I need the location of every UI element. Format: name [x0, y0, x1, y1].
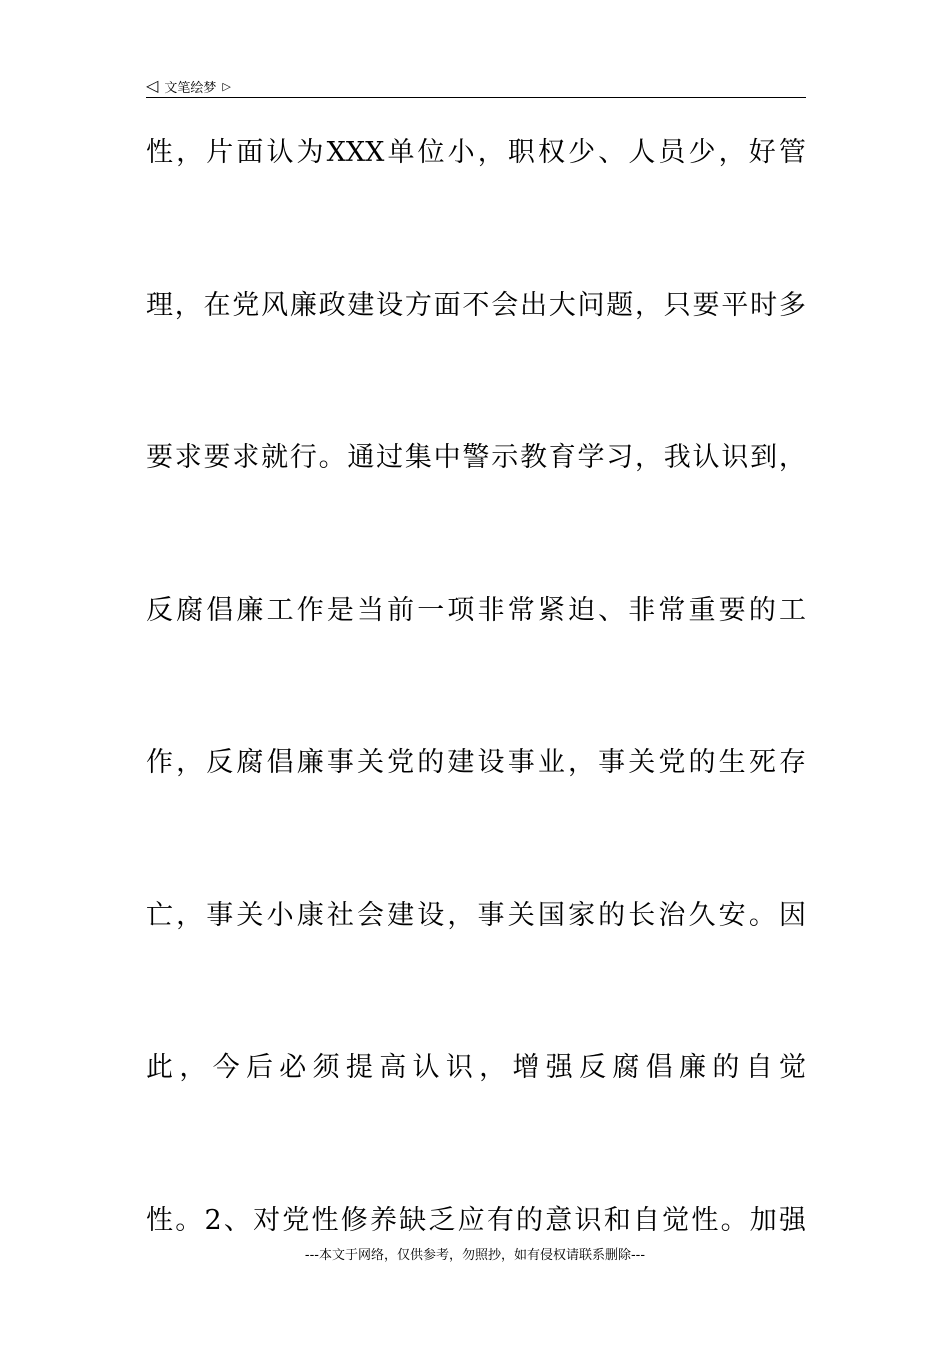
body-glyph: 久: [689, 891, 716, 941]
body-glyph: 育: [549, 433, 576, 483]
body-glyph: 业: [538, 738, 565, 788]
body-glyph: 腐: [176, 586, 203, 636]
body-glyph: 廉: [679, 1043, 706, 1093]
body-glyph: 设: [376, 281, 403, 331]
body-glyph: ，: [447, 891, 474, 941]
body-glyph: 一: [417, 586, 444, 636]
body-glyph: 警: [462, 433, 489, 483]
body-glyph: 人: [628, 128, 655, 178]
body-glyph: 建: [347, 281, 374, 331]
body-glyph: 迫: [568, 586, 595, 636]
body-glyph: 行: [290, 433, 317, 483]
body-glyph: 廉: [290, 281, 317, 331]
body-glyph: 建: [387, 891, 414, 941]
document-body: [146, 128, 806, 1348]
body-glyph: 倡: [646, 1043, 673, 1093]
body-glyph: 设: [417, 891, 444, 941]
body-glyph: 的: [417, 738, 444, 788]
body-glyph: 须: [313, 1043, 340, 1093]
body-glyph: 前: [387, 586, 414, 636]
body-glyph: 认: [266, 128, 293, 178]
body-glyph: 设: [478, 738, 505, 788]
body-glyph: 自: [633, 1196, 660, 1246]
body-glyph: 工: [267, 586, 294, 636]
body-glyph: 通: [347, 433, 374, 483]
body-glyph: 后: [246, 1043, 273, 1093]
body-glyph: 存: [779, 738, 806, 788]
body-glyph: 事: [598, 738, 625, 788]
body-glyph: 少: [689, 128, 716, 178]
body-glyph: 性: [691, 1196, 718, 1246]
body-glyph: 治: [658, 891, 685, 941]
body-glyph: 会: [491, 281, 518, 331]
body-glyph: 作: [297, 586, 324, 636]
body-glyph: ，: [176, 738, 203, 788]
body-glyph: 。: [175, 1196, 202, 1246]
body-glyph: 死: [749, 738, 776, 788]
body-glyph: ，: [478, 128, 505, 178]
body-glyph: 和: [604, 1196, 631, 1246]
body-glyph: 社: [327, 891, 354, 941]
body-glyph: 的: [516, 1196, 543, 1246]
body-glyph: 安: [719, 891, 746, 941]
body-glyph: 修: [341, 1196, 368, 1246]
body-glyph: 反: [146, 586, 173, 636]
body-glyph: 面: [434, 281, 461, 331]
body-glyph: ，: [479, 1043, 506, 1093]
body-glyph: 要: [146, 433, 173, 483]
body-glyph: 性: [146, 128, 173, 178]
body-glyph: 今: [213, 1043, 240, 1093]
body-glyph: 廉: [297, 738, 324, 788]
body-glyph: ，: [568, 738, 595, 788]
body-glyph: 当: [357, 586, 384, 636]
body-glyph: 乏: [428, 1196, 455, 1246]
body-glyph: 会: [357, 891, 384, 941]
body-glyph: 出: [520, 281, 547, 331]
body-glyph: 求: [232, 433, 259, 483]
body-glyph: 在: [204, 281, 231, 331]
body-line: [146, 586, 806, 739]
body-glyph: 非: [628, 586, 655, 636]
body-glyph: 单: [387, 128, 414, 178]
body-glyph: 倡: [267, 738, 294, 788]
body-glyph: 性: [146, 1196, 173, 1246]
body-glyph: 腐: [236, 738, 263, 788]
body-glyph: 面: [236, 128, 263, 178]
body-glyph: 对: [253, 1196, 280, 1246]
body-glyph: 习: [606, 433, 633, 483]
body-glyph: 有: [487, 1196, 514, 1246]
body-line: [146, 128, 806, 281]
body-glyph: 事: [206, 891, 233, 941]
body-glyph: 的: [689, 738, 716, 788]
body-glyph: 求: [175, 433, 202, 483]
body-glyph: 常: [658, 586, 685, 636]
body-glyph: 识: [721, 433, 748, 483]
body-glyph: 多: [779, 281, 806, 331]
body-glyph: 事: [508, 738, 535, 788]
footer-disclaimer: ---本文于网络，仅供参考，勿照抄，如有侵权请联系删除---: [0, 1244, 950, 1263]
body-glyph: 此: [146, 1043, 173, 1093]
body-glyph: 时: [750, 281, 777, 331]
body-glyph: 亡: [146, 891, 173, 941]
body-glyph: 为: [297, 128, 324, 178]
body-glyph: 集: [405, 433, 432, 483]
body-glyph: 政: [319, 281, 346, 331]
body-glyph: 事: [327, 738, 354, 788]
body-glyph: 。: [721, 1196, 748, 1246]
body-glyph: 反: [579, 1043, 606, 1093]
body-glyph: 紧: [538, 586, 565, 636]
body-glyph: 提: [346, 1043, 373, 1093]
body-glyph: 小: [448, 128, 475, 178]
body-glyph: 长: [628, 891, 655, 941]
body-glyph: 员: [658, 128, 685, 178]
body-glyph: ，: [176, 128, 203, 178]
body-glyph: 管: [779, 128, 806, 178]
body-glyph: 要: [693, 281, 720, 331]
body-glyph: 觉: [662, 1196, 689, 1246]
document-header: [146, 74, 806, 98]
body-glyph: 到: [750, 433, 777, 483]
body-glyph: 是: [327, 586, 354, 636]
body-glyph: XXX: [327, 128, 385, 178]
body-glyph: 作: [146, 738, 173, 788]
body-glyph: 就: [261, 433, 288, 483]
body-glyph: 非: [478, 586, 505, 636]
body-glyph: 觉: [779, 1043, 806, 1093]
body-glyph: 职: [508, 128, 535, 178]
body-glyph: 反: [206, 738, 233, 788]
body-glyph: 认: [693, 433, 720, 483]
body-glyph: 家: [568, 891, 595, 941]
body-glyph: 示: [491, 433, 518, 483]
body-line: [146, 433, 806, 586]
body-glyph: 强: [546, 1043, 573, 1093]
body-glyph: 少: [568, 128, 595, 178]
header-divider: [146, 97, 806, 98]
body-glyph: 。: [749, 891, 776, 941]
body-glyph: 、: [598, 128, 625, 178]
body-glyph: 关: [628, 738, 655, 788]
body-glyph: 的: [749, 586, 776, 636]
body-glyph: 方: [405, 281, 432, 331]
body-glyph: 缺: [399, 1196, 426, 1246]
body-glyph: 重: [689, 586, 716, 636]
body-glyph: 题: [606, 281, 633, 331]
body-glyph: 中: [434, 433, 461, 483]
body-glyph: 理: [146, 281, 173, 331]
body-glyph: 自: [746, 1043, 773, 1093]
body-glyph: 片: [206, 128, 233, 178]
body-glyph: 因: [779, 891, 806, 941]
body-glyph: 风: [261, 281, 288, 331]
body-glyph: 康: [297, 891, 324, 941]
body-glyph: 2: [204, 1196, 221, 1246]
body-glyph: 加: [750, 1196, 777, 1246]
body-glyph: 我: [664, 433, 691, 483]
body-line: [146, 1196, 806, 1348]
body-glyph: 党: [232, 281, 259, 331]
body-glyph: 意: [545, 1196, 572, 1246]
body-glyph: 项: [447, 586, 474, 636]
body-glyph: ，: [179, 1043, 206, 1093]
body-glyph: 教: [520, 433, 547, 483]
body-glyph: 小: [267, 891, 294, 941]
body-line: [146, 1043, 806, 1196]
body-line: [146, 281, 806, 434]
body-line: [146, 738, 806, 891]
body-glyph: 的: [712, 1043, 739, 1093]
body-glyph: 好: [749, 128, 776, 178]
body-glyph: 问: [577, 281, 604, 331]
body-glyph: 党: [658, 738, 685, 788]
body-glyph: 腐: [612, 1043, 639, 1093]
header-title: 文笔绘梦: [164, 77, 216, 96]
body-glyph: 不: [462, 281, 489, 331]
body-glyph: 国: [538, 891, 565, 941]
body-glyph: 识: [446, 1043, 473, 1093]
body-line: [146, 891, 806, 1044]
body-glyph: 只: [664, 281, 691, 331]
body-glyph: 过: [376, 433, 403, 483]
body-glyph: 要: [204, 433, 231, 483]
body-glyph: 事: [478, 891, 505, 941]
body-glyph: ，: [635, 433, 662, 483]
body-glyph: 、: [598, 586, 625, 636]
body-glyph: ，: [635, 281, 662, 331]
triangle-left-icon: ◁: [146, 78, 158, 94]
body-glyph: 党: [387, 738, 414, 788]
body-glyph: 识: [574, 1196, 601, 1246]
body-glyph: 。: [319, 433, 346, 483]
body-glyph: 的: [598, 891, 625, 941]
body-glyph: 权: [538, 128, 565, 178]
body-glyph: 建: [447, 738, 474, 788]
body-glyph: 党: [282, 1196, 309, 1246]
body-glyph: 强: [779, 1196, 806, 1246]
body-glyph: 关: [508, 891, 535, 941]
body-glyph: 关: [236, 891, 263, 941]
body-glyph: 大: [549, 281, 576, 331]
body-glyph: 廉: [236, 586, 263, 636]
body-glyph: 养: [370, 1196, 397, 1246]
body-glyph: 要: [719, 586, 746, 636]
body-glyph: 增: [512, 1043, 539, 1093]
body-glyph: 倡: [206, 586, 233, 636]
body-glyph: 位: [418, 128, 445, 178]
body-glyph: 应: [458, 1196, 485, 1246]
body-glyph: 性: [312, 1196, 339, 1246]
triangle-right-icon: ▷: [222, 81, 230, 92]
body-glyph: 常: [508, 586, 535, 636]
body-glyph: 高: [379, 1043, 406, 1093]
body-glyph: 工: [779, 586, 806, 636]
body-glyph: 生: [719, 738, 746, 788]
body-glyph: 平: [721, 281, 748, 331]
body-glyph: ，: [719, 128, 746, 178]
body-glyph: ，: [175, 281, 202, 331]
body-glyph: ，: [176, 891, 203, 941]
body-glyph: 、: [224, 1196, 251, 1246]
body-glyph: 必: [279, 1043, 306, 1093]
body-glyph: 关: [357, 738, 384, 788]
body-glyph: ，: [779, 433, 806, 483]
body-glyph: 学: [577, 433, 604, 483]
body-glyph: 认: [413, 1043, 440, 1093]
